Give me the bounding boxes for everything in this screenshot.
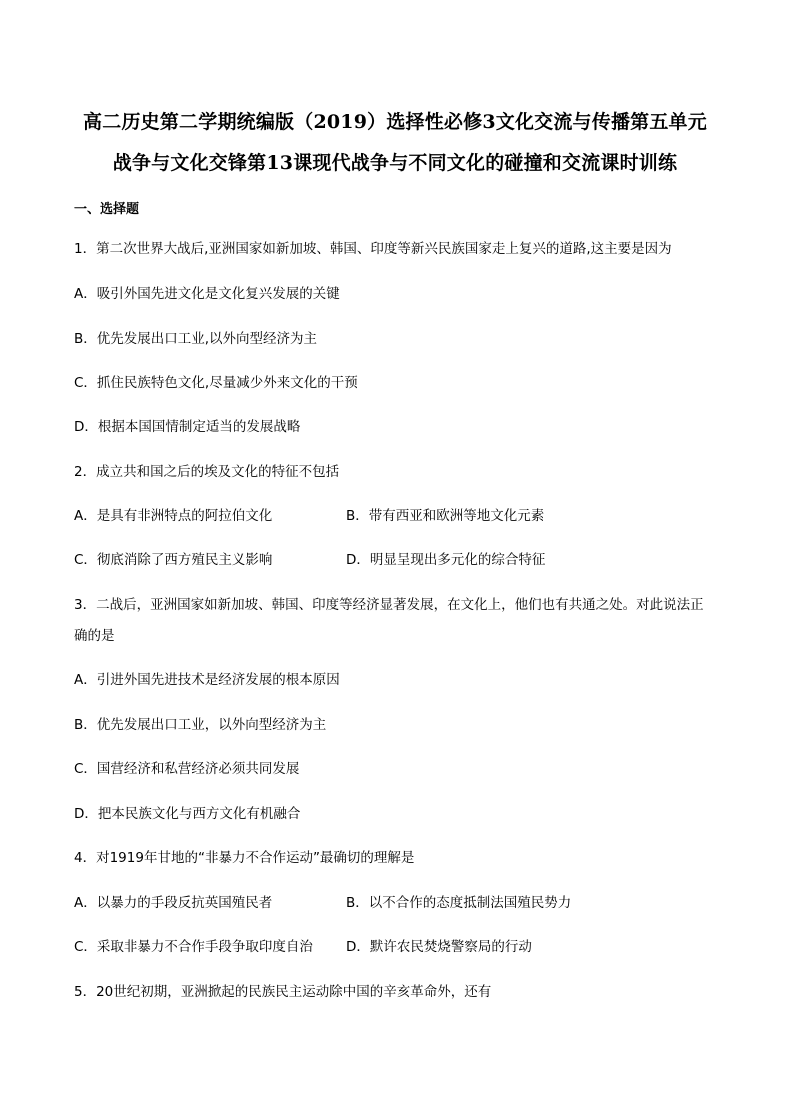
question-3-option-b: B．优先发展出口工业，以外向型经济为主	[74, 717, 327, 733]
question-5-stem: 5．20世纪初期，亚洲掀起的民族民主运动除中国的辛亥革命外，还有	[74, 984, 492, 1000]
question-2-option-b: B．带有西亚和欧洲等地文化元素	[346, 508, 545, 524]
question-4-option-d: D．默许农民焚烧警察局的行动	[346, 939, 532, 955]
question-4-option-b: B．以不合作的态度抵制法国殖民势力	[346, 895, 572, 911]
question-2-stem: 2．成立共和国之后的埃及文化的特征不包括	[74, 464, 340, 480]
question-1-stem: 1．第二次世界大战后,亚洲国家如新加坡、韩国、印度等新兴民族国家走上复兴的道路,这主要是因为	[74, 241, 672, 257]
document-title-line-1: 高二历史第二学期统编版（2019）选择性必修3文化交流与传播第五单元	[83, 111, 707, 133]
question-2-option-a: A．是具有非洲特点的阿拉伯文化	[74, 508, 273, 524]
question-2-option-d: D．明显呈现出多元化的综合特征	[346, 552, 546, 568]
question-3-option-a: A．引进外国先进技术是经济发展的根本原因	[74, 672, 340, 688]
question-3-stem-line-2: 确的是	[74, 628, 115, 644]
question-4-stem: 4．对1919年甘地的“非暴力不合作运动”最确切的理解是	[74, 850, 415, 866]
question-4-option-c: C．采取非暴力不合作手段争取印度自治	[74, 939, 313, 955]
question-1-option-b: B．优先发展出口工业,以外向型经济为主	[74, 331, 318, 347]
question-4-option-a: A．以暴力的手段反抗英国殖民者	[74, 895, 273, 911]
question-1-option-d: D．根据本国国情制定适当的发展战略	[74, 419, 301, 435]
question-1-option-c: C．抓住民族特色文化,尽量减少外来文化的干预	[74, 375, 358, 391]
question-1-option-a: A．吸引外国先进文化是文化复兴发展的关键	[74, 286, 340, 302]
section-heading: 一、选择题	[74, 202, 140, 217]
question-2-option-c: C．彻底消除了西方殖民主义影响	[74, 552, 273, 568]
question-3-stem-line-1: 3．二战后，亚洲国家如新加坡、韩国、印度等经济显著发展，在文化上，他们也有共通之处。对此说法正	[74, 597, 704, 613]
question-3-option-d: D．把本民族文化与西方文化有机融合	[74, 806, 301, 822]
document-title-line-2: 战争与文化交锋第13课现代战争与不同文化的碰撞和交流课时训练	[112, 152, 678, 174]
question-3-option-c: C．国营经济和私营经济必须共同发展	[74, 761, 300, 777]
